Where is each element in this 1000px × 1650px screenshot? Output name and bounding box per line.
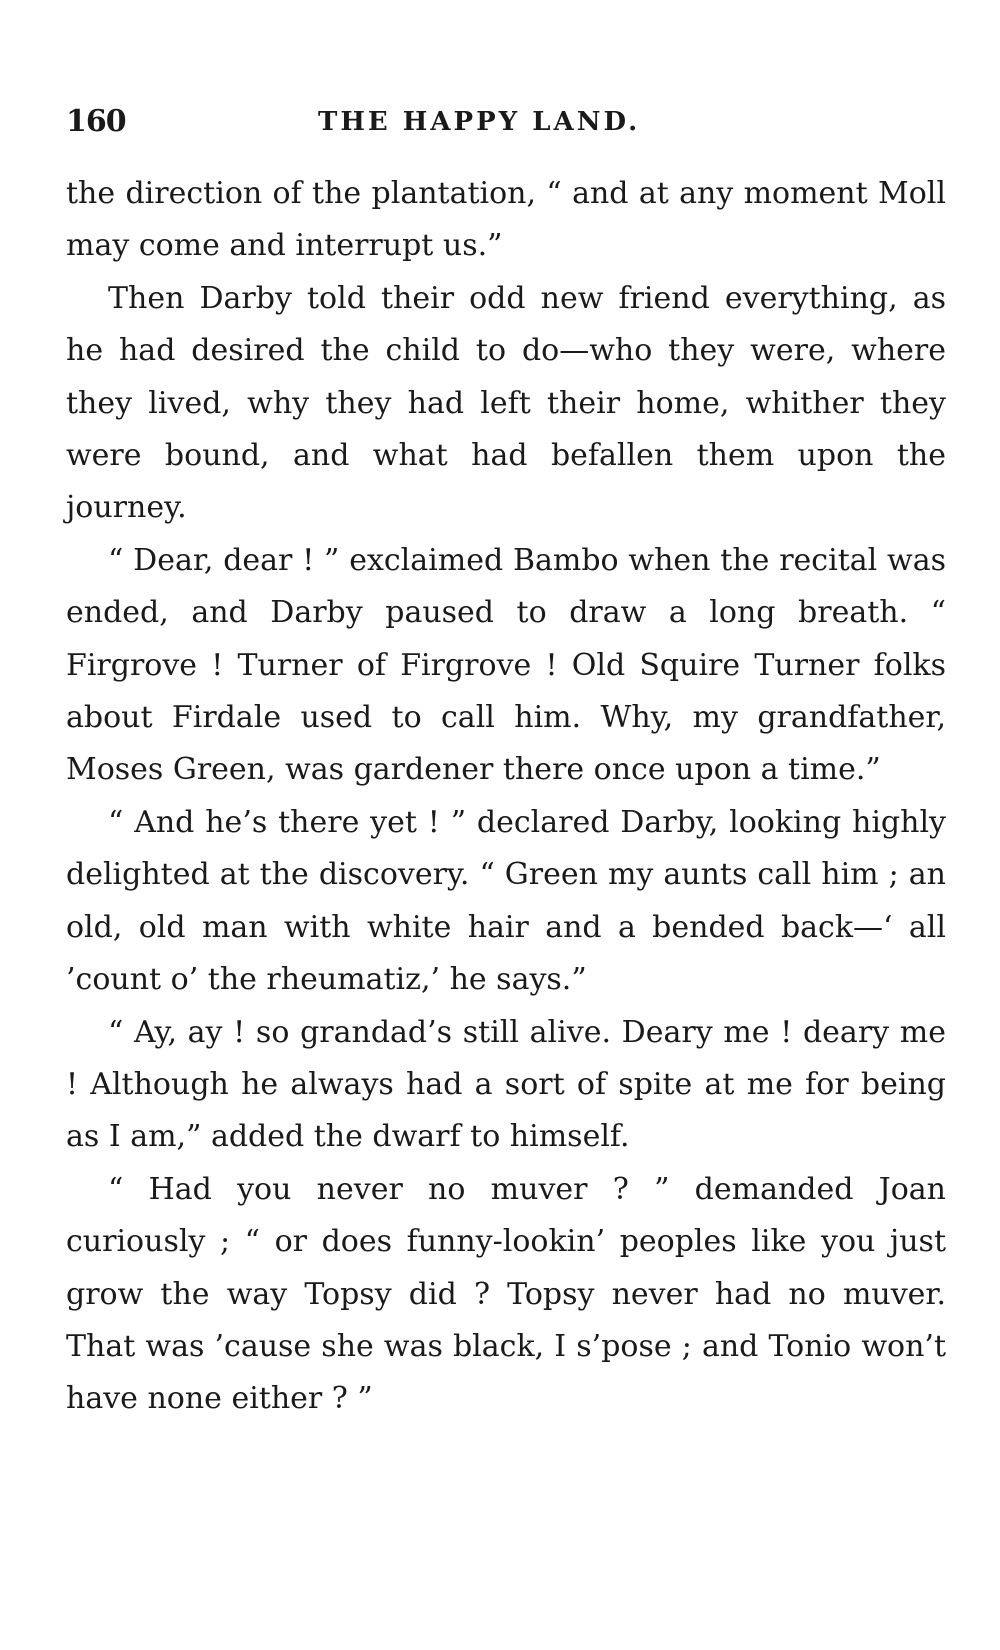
paragraph: “ Dear, dear ! ” exclaimed Bambo when the recital was ended, and Darby paused to draw a long breath. “ Firgrove ! Turner of Firgrove ! Old Squire Turner folks about Firdale used to call him. Why, my grandfather, Moses Green, was gardener there once upon a time.” — [66, 542, 946, 788]
paragraph: “ Ay, ay ! so grandad’s still alive. Deary me ! deary me ! Although he always had a sort of spite at me for being as I am,” added the dwarf to himself. — [66, 1014, 946, 1155]
paragraph: “ Had you never no muver ? ” demanded Joan curiously ; “ or does funny-lookin’ peoples like you just grow the way Topsy did ? Topsy never had no muver. That was ’cause she was black, I s’pose ; and Tonio won’t have none either ? ” — [66, 1171, 946, 1417]
paragraph: Then Darby told their odd new friend everything, as he had desired the child to do—who they were, where they lived, why they had left their home, whither they were bound, and what had befallen them upon the journey. — [66, 280, 946, 526]
page-header — [66, 100, 946, 144]
page-number: 160 — [66, 104, 126, 139]
paragraph: “ And he’s there yet ! ” declared Darby, looking highly delighted at the discovery. “ Green my aunts call him ; an old, old man with white hair and a bended back—‘ all ’count o’ the rheumatiz,’ he says.” — [66, 804, 946, 998]
body-text — [66, 168, 946, 1426]
running-title: THE HAPPY LAND. — [318, 107, 641, 137]
paragraph-continued: the direction of the plantation, “ and at any moment Moll may come and interrupt us.” — [66, 176, 946, 264]
